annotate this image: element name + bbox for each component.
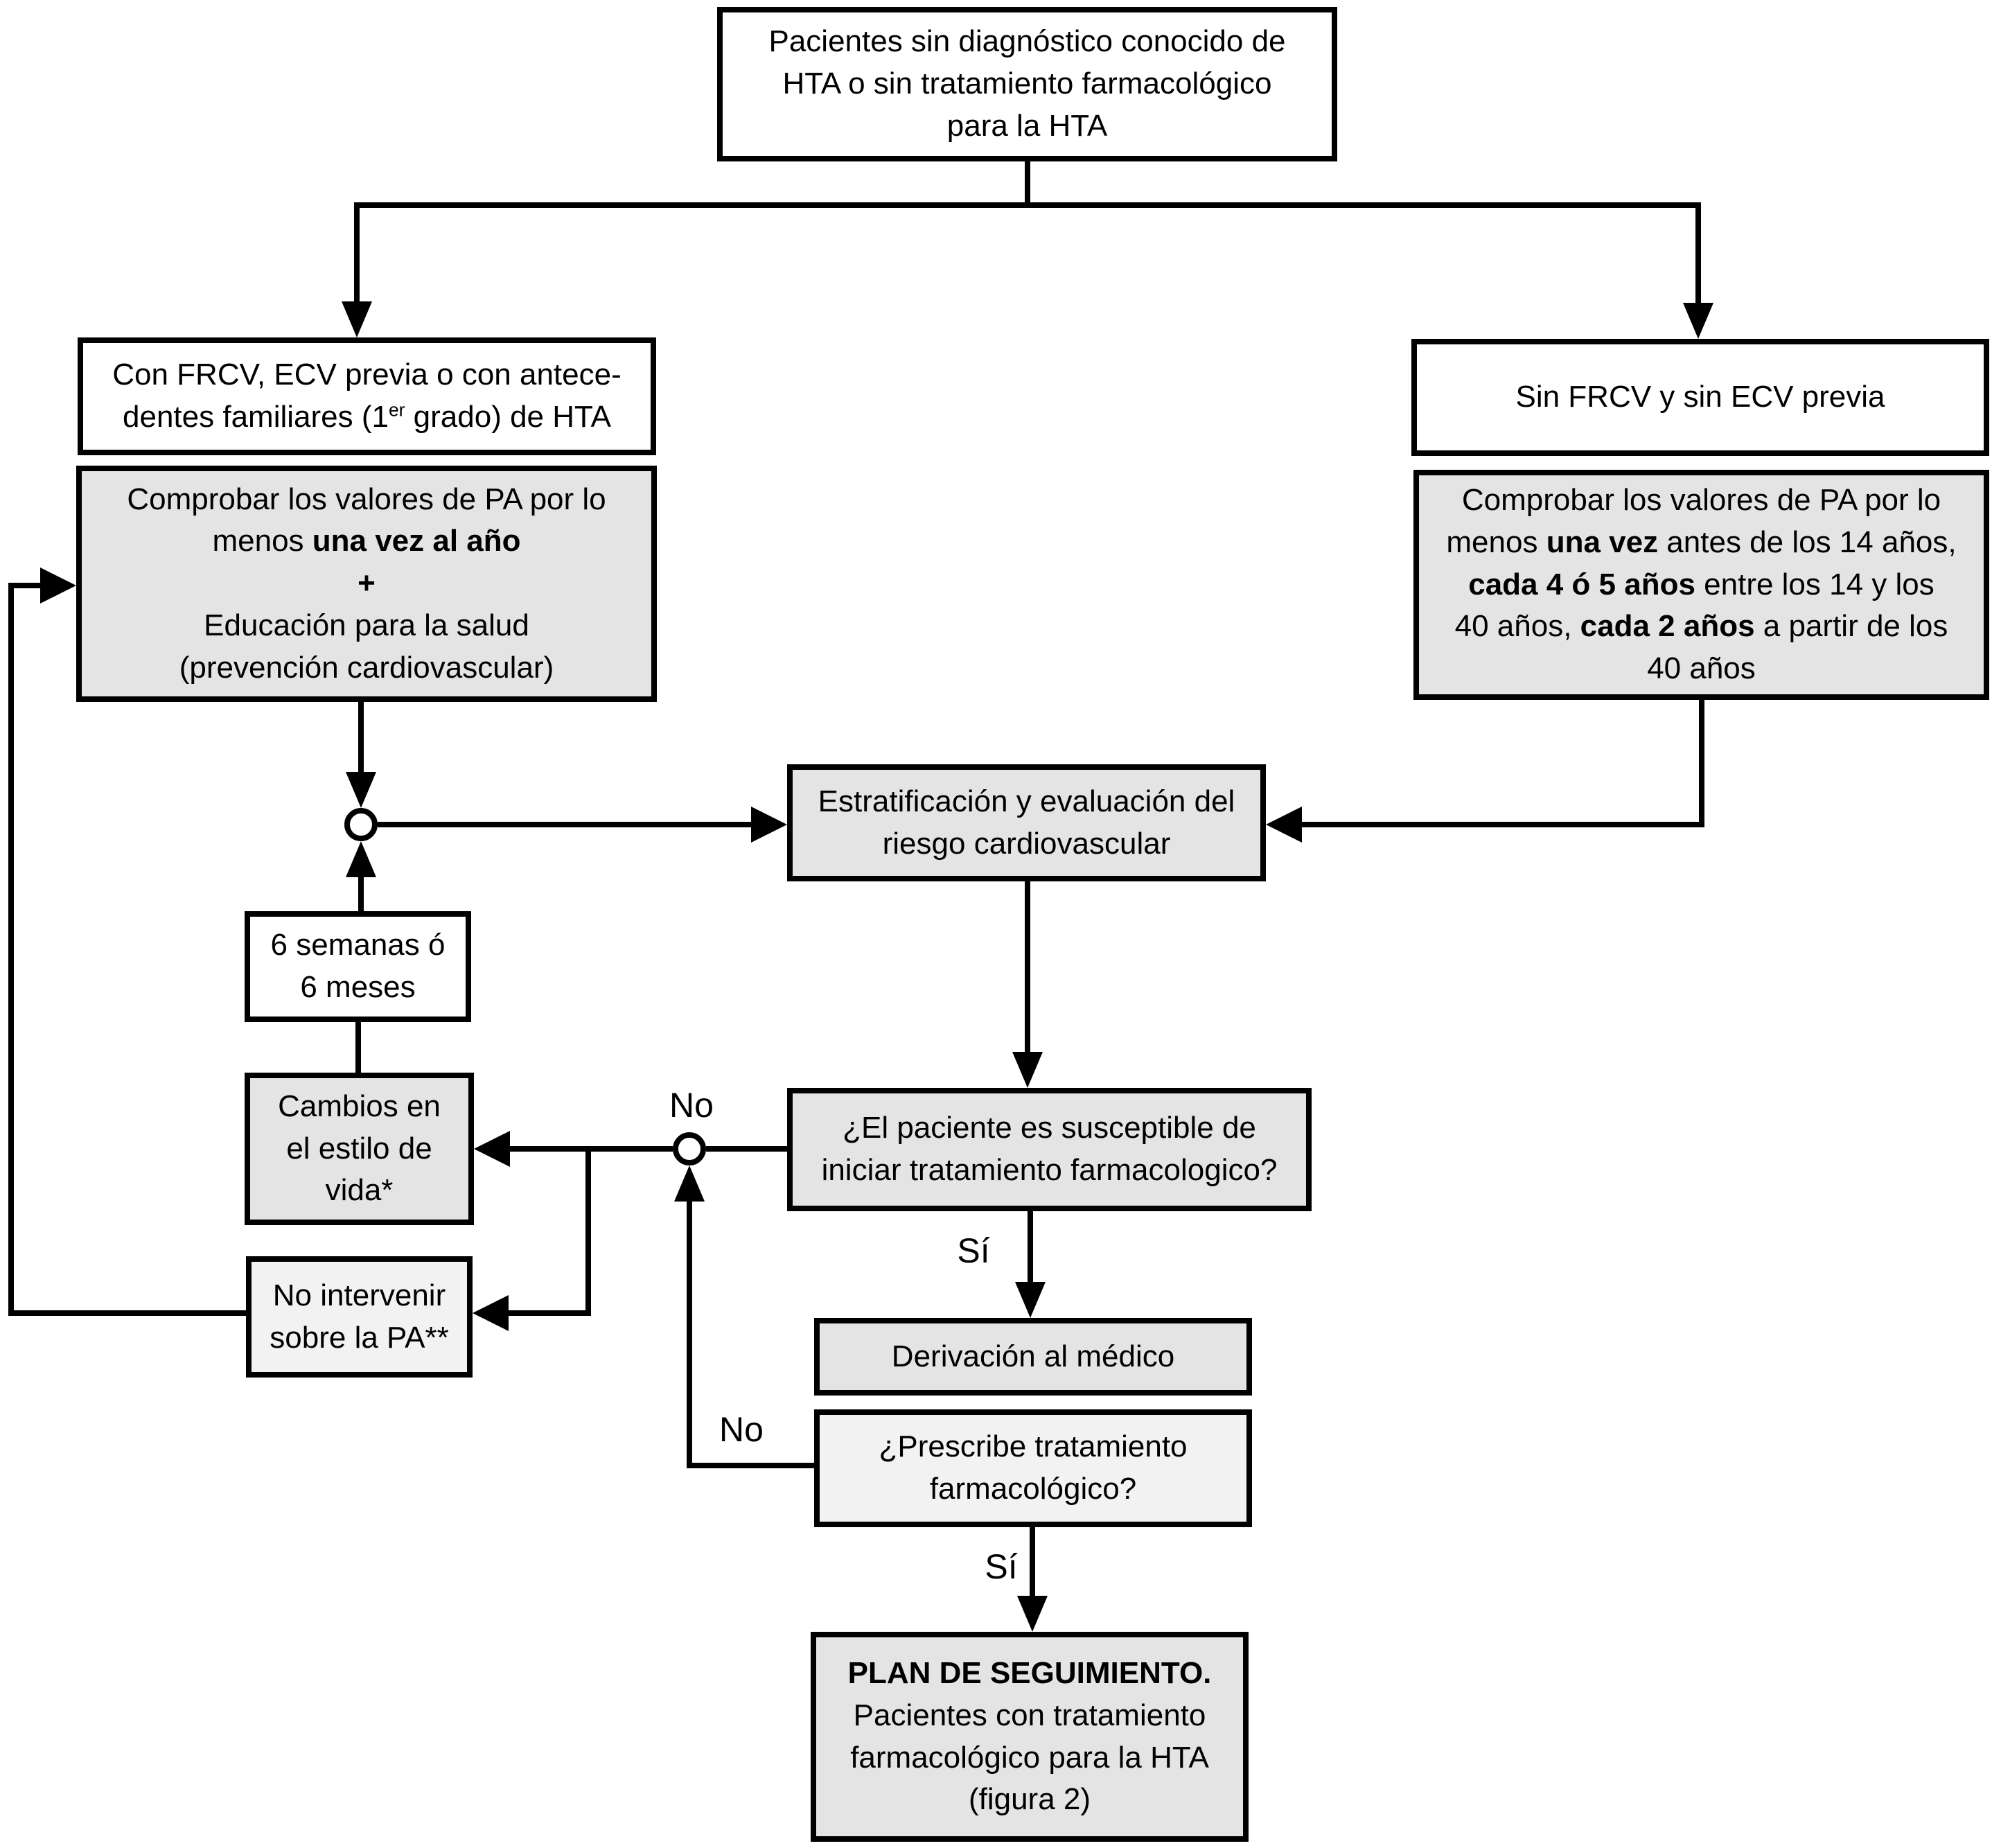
node-start-line2: HTA o sin tratamiento farmacológico bbox=[782, 67, 1272, 101]
junction-circle-2 bbox=[673, 1132, 706, 1165]
connector-circle1-to-stratification bbox=[378, 822, 751, 827]
connector-feedback-left bbox=[8, 583, 14, 1316]
node-question-prescribe-line2: farmacológico? bbox=[929, 1472, 1137, 1506]
node-lifestyle-changes bbox=[245, 1073, 474, 1225]
arrowhead-to-circle1-top bbox=[346, 772, 376, 808]
node-follow-up-plan bbox=[811, 1632, 1249, 1842]
node-check-pa-yearly-line4: Educación para la salud bbox=[204, 608, 529, 642]
edge-label-yes-prescribe: Sí bbox=[985, 1547, 1018, 1586]
junction-circle-1 bbox=[344, 808, 378, 841]
arrowhead-to-lifestyle bbox=[474, 1131, 510, 1167]
node-without-frcv-line1: Sin FRCV y sin ECV previa bbox=[1515, 380, 1885, 414]
node-with-frcv-line1: Con FRCV, ECV previa o con antece- bbox=[112, 358, 622, 392]
node-no-intervention-line1: No intervenir bbox=[272, 1278, 446, 1312]
connector-sixweeks-to-circle1 bbox=[358, 877, 364, 911]
node-plan-line1: PLAN DE SEGUIMIENTO. bbox=[847, 1656, 1212, 1691]
node-check-pa-yearly-line2: menos una vez al año bbox=[212, 524, 521, 558]
node-without-frcv bbox=[1411, 339, 1989, 456]
arrowhead-to-plan bbox=[1017, 1596, 1048, 1632]
node-lifestyle-line2: el estilo de bbox=[286, 1131, 432, 1165]
node-plan-line3: farmacológico para la HTA bbox=[850, 1740, 1209, 1775]
node-question-susceptible-line1: ¿El paciente es susceptible de bbox=[843, 1111, 1256, 1145]
node-referral-line1: Derivación al médico bbox=[891, 1339, 1175, 1373]
node-plan-line2: Pacientes con tratamiento bbox=[853, 1698, 1206, 1732]
edge-label-yes-susceptible: Sí bbox=[957, 1231, 990, 1270]
node-check-pa-yearly-line1: Comprobar los valores de PA por lo bbox=[127, 482, 606, 516]
node-check-pa-yearly-line5: (prevención cardiovascular) bbox=[179, 650, 554, 685]
edge-label-no-susceptible: No bbox=[669, 1086, 714, 1125]
connector-no-branch-to-nointervention bbox=[509, 1310, 591, 1316]
connector-checkages-to-stratification bbox=[1302, 822, 1704, 827]
arrowhead-to-withfrcv bbox=[342, 301, 372, 337]
connector-circle2-to-lifestyle bbox=[510, 1146, 673, 1152]
node-start-line1: Pacientes sin diagnóstico conocido de bbox=[768, 24, 1286, 59]
node-stratification-line1: Estratificación y evaluación del bbox=[818, 784, 1235, 818]
arrowhead-to-circle1-bottom bbox=[346, 841, 376, 877]
connector-question-to-referral bbox=[1028, 1211, 1033, 1282]
connector-branch-right bbox=[1695, 202, 1701, 303]
node-check-pa-ages-line4: 40 años, cada 2 años a partir de los bbox=[1454, 609, 1948, 644]
connector-prescribeno-up-to-circle2 bbox=[687, 1202, 692, 1463]
connector-checkages-down bbox=[1699, 700, 1704, 827]
node-check-pa-ages-line2: menos una vez antes de los 14 años, bbox=[1446, 525, 1957, 559]
arrowhead-to-question bbox=[1012, 1052, 1043, 1088]
node-question-susceptible bbox=[787, 1088, 1312, 1211]
arrowhead-to-stratification-left bbox=[751, 807, 787, 843]
connector-checkyearly-to-circle1 bbox=[358, 702, 364, 772]
node-start bbox=[717, 7, 1337, 161]
connector-branch-left bbox=[354, 202, 360, 301]
node-check-pa-ages bbox=[1413, 470, 1989, 700]
node-check-pa-ages-line5: 40 años bbox=[1647, 651, 1756, 686]
node-with-frcv bbox=[78, 337, 656, 455]
connector-prescribe-no-branch bbox=[687, 1463, 814, 1468]
arrowhead-to-referral bbox=[1015, 1282, 1046, 1318]
connector-start-down bbox=[1025, 161, 1030, 205]
node-no-intervention-line2: sobre la PA** bbox=[270, 1320, 449, 1355]
node-lifestyle-line1: Cambios en bbox=[278, 1089, 441, 1123]
arrowhead-feedback-to-checkyearly bbox=[40, 567, 76, 604]
superscript-er: er bbox=[388, 399, 405, 421]
node-question-prescribe-line1: ¿Prescribe tratamiento bbox=[879, 1429, 1188, 1464]
connector-lifestyle-to-sixweeks bbox=[355, 1022, 361, 1073]
node-check-pa-yearly bbox=[76, 466, 657, 702]
connector-no-branch-down bbox=[585, 1146, 591, 1316]
edge-label-no-prescribe: No bbox=[719, 1410, 764, 1449]
node-check-pa-ages-line3: cada 4 ó 5 años entre los 14 y los bbox=[1468, 567, 1934, 601]
arrowhead-to-circle2-bottom bbox=[674, 1165, 705, 1202]
node-check-pa-ages-line1: Comprobar los valores de PA por lo bbox=[1461, 483, 1941, 518]
node-no-intervention bbox=[246, 1256, 473, 1378]
node-start-line3: para la HTA bbox=[946, 108, 1108, 143]
node-lifestyle-line3: vida* bbox=[325, 1173, 394, 1208]
node-stratification bbox=[787, 764, 1266, 881]
arrowhead-to-withoutfrcv bbox=[1683, 303, 1713, 339]
node-stratification-line2: riesgo cardiovascular bbox=[882, 826, 1171, 861]
connector-branch-bar bbox=[354, 202, 1701, 208]
connector-stratification-to-question bbox=[1025, 881, 1030, 1052]
arrowhead-to-nointervention bbox=[473, 1295, 509, 1331]
connector-feedback-bottom bbox=[8, 1310, 246, 1316]
node-with-frcv-line2: dentes familiares (1er grado) de HTA bbox=[123, 399, 611, 434]
connector-question-to-circle2 bbox=[706, 1146, 787, 1152]
connector-feedback-top bbox=[8, 583, 40, 588]
arrowhead-to-stratification-right bbox=[1266, 807, 1302, 843]
node-question-susceptible-line2: iniciar tratamiento farmacologico? bbox=[821, 1153, 1278, 1187]
node-plan-line4: (figura 2) bbox=[968, 1782, 1091, 1817]
node-six-weeks bbox=[245, 911, 471, 1022]
node-check-pa-yearly-plus: + bbox=[358, 566, 376, 601]
node-referral bbox=[814, 1318, 1252, 1396]
node-six-weeks-line2: 6 meses bbox=[300, 970, 416, 1004]
node-six-weeks-line1: 6 semanas ó bbox=[270, 928, 446, 962]
node-question-prescribe bbox=[814, 1409, 1252, 1527]
